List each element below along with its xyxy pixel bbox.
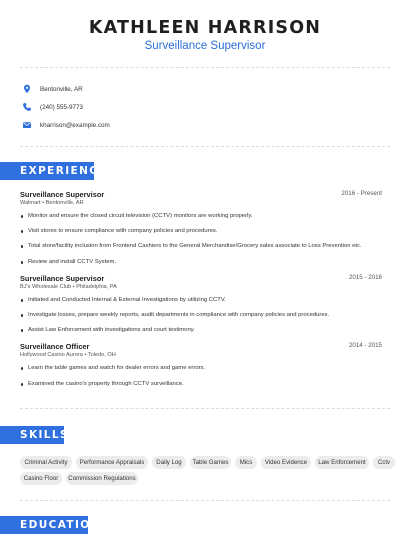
- location-text: Bentonville, AR: [40, 85, 83, 93]
- experience-entry: [20, 190, 382, 270]
- job-bullet: Learn the table games and watch for dealer errors and game errors.: [28, 365, 206, 371]
- skill-chip: Criminal Activity: [20, 456, 72, 469]
- job-bullet: Total store/facility inclusion from Frontend Cashiers to the General Merchandise/Grocery sales associate to Loss Prevention etc.: [28, 243, 362, 249]
- job-title: Surveillance Supervisor: [20, 274, 105, 283]
- divider: [20, 500, 390, 501]
- job-dates: 2014 - 2015: [348, 342, 382, 349]
- job-dates: 2015 - 2016: [348, 274, 382, 281]
- divider: [20, 408, 390, 409]
- skill-chip: Performance Appraisals: [76, 456, 148, 469]
- email-icon: [22, 120, 32, 130]
- location-pin-icon: [22, 84, 32, 94]
- divider: [20, 146, 390, 147]
- contact-email: [22, 119, 110, 131]
- experience-entry: [20, 342, 382, 392]
- section-skills-heading: SKILLS: [0, 426, 64, 444]
- job-bullet: Initiated and Conducted Internal & External Investigations by utilizing CCTV.: [28, 297, 226, 303]
- job-bullet: Visit stores to ensure compliance with company policies and procedures.: [28, 228, 218, 234]
- skill-chip: Mics: [235, 456, 257, 469]
- job-bullet: Investigate losses, prepare weekly reports, audit departments in compliance with company policies and procedures.: [28, 312, 330, 318]
- job-bullet: Monitor and ensure the closed circuit television (CCTV) monitors are working properly.: [28, 213, 253, 219]
- job-title: Surveillance Supervisor: [20, 190, 105, 199]
- phone-text: (240) 555-9773: [40, 103, 84, 111]
- experience-entry: [20, 274, 382, 338]
- divider: [20, 67, 390, 68]
- skill-chip: Video Evidence: [261, 456, 311, 469]
- job-employer: BJ's Wholesale Club • Philadelphia, PA: [20, 284, 117, 290]
- skill-chip: Law Enforcement: [315, 456, 369, 469]
- skill-chip: Table Games: [190, 456, 231, 469]
- candidate-role: Surveillance Supervisor: [144, 40, 266, 52]
- job-employer: Hollywood Casino Aurora • Toledo, OH: [20, 352, 116, 358]
- job-dates: 2016 - Present: [341, 190, 382, 197]
- contact-phone: [22, 101, 83, 113]
- email-text: kharrison@example.com: [40, 121, 110, 129]
- job-bullet: Examined the casino's property through CCTV surveillance.: [28, 381, 184, 387]
- skill-chip: Cctv: [373, 456, 395, 469]
- section-education-heading: EDUCATION: [0, 516, 88, 534]
- job-bullet: Assist Law Enforcement with investigations and court testimony.: [28, 327, 195, 333]
- section-experience-heading: EXPERIENCE: [0, 162, 94, 180]
- job-title: Surveillance Officer: [20, 342, 90, 351]
- contact-location: [22, 83, 83, 95]
- skill-chip: Casino Floor: [20, 472, 62, 485]
- job-bullet: Review and install CCTV System.: [28, 259, 117, 265]
- phone-icon: [22, 102, 32, 112]
- skill-chip: Daily Log: [152, 456, 186, 469]
- skill-chip: Commission Regulations: [66, 472, 138, 485]
- candidate-name: KATHLEEN HARRISON: [88, 18, 322, 38]
- job-employer: Walmart • Bentonville, AR: [20, 200, 84, 206]
